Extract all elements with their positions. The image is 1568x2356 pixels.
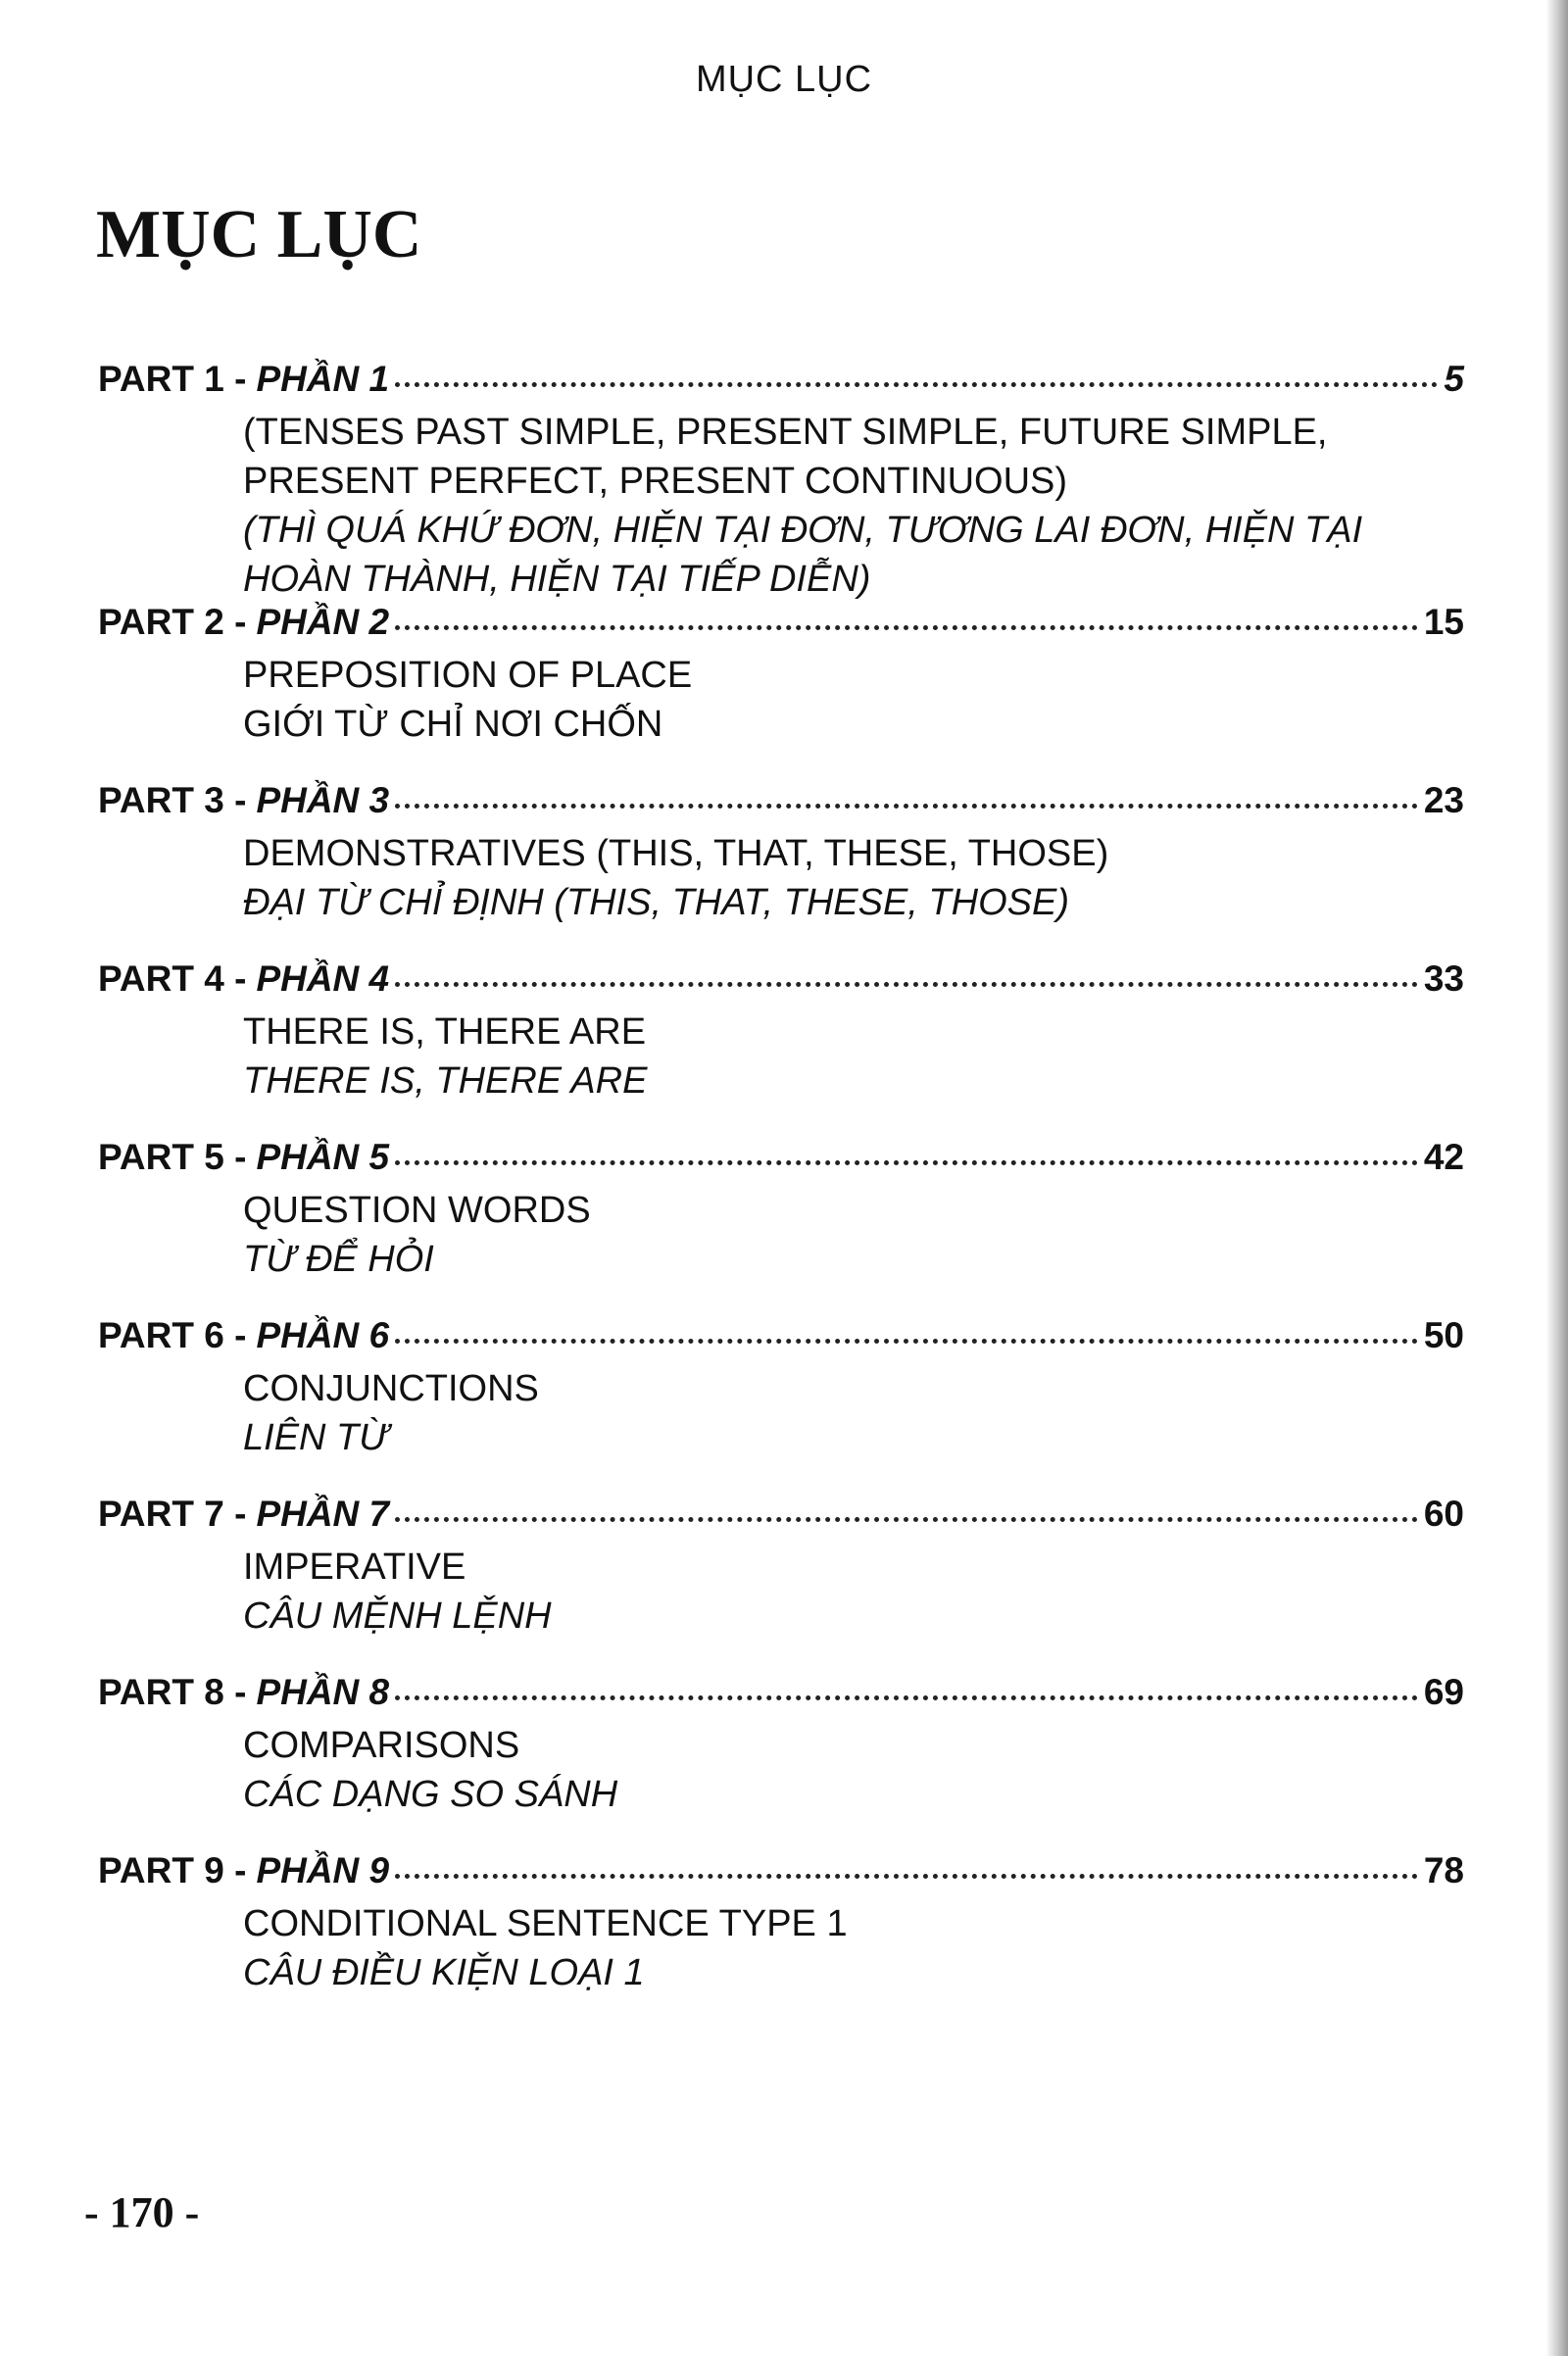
toc-entry [98, 1850, 1464, 2029]
running-header: MỤC LỤC [695, 59, 873, 100]
toc-entry-vietnamese-subtitle: TỪ ĐỂ HỎI [243, 1239, 434, 1280]
toc-entry-subtitle: (TENSES PAST SIMPLE, PRESENT SIMPLE, FUTURE SIMPLE, [243, 412, 1328, 453]
toc-entry-subtitle: THERE IS, THERE ARE [243, 1011, 647, 1053]
part-label: PART 9 - [98, 1850, 247, 1890]
toc-page-number: 5 [1444, 359, 1464, 399]
toc-entry-subtitle: GIỚI TỪ CHỈ NƠI CHỐN [243, 704, 663, 745]
toc-page-number: 23 [1423, 780, 1464, 820]
toc-page-number: 60 [1423, 1494, 1464, 1534]
dot-leader [395, 982, 1418, 987]
page-number: - 170 - [84, 2188, 200, 2236]
toc-entry-subtitle: CONJUNCTIONS [243, 1368, 539, 1409]
part-label: PART 2 - [98, 602, 247, 642]
toc-entry-heading [98, 780, 1464, 829]
toc-page-number: 42 [1423, 1137, 1464, 1177]
toc-page-number: 69 [1423, 1672, 1464, 1712]
toc-entry-heading [98, 1315, 1464, 1364]
part-label: PART 5 - [98, 1137, 247, 1177]
toc-entry-vietnamese-subtitle: THERE IS, THERE ARE [243, 1060, 648, 1102]
toc-entry-subtitle: PREPOSITION OF PLACE [243, 655, 693, 696]
toc-entry-vietnamese-subtitle: ĐẠI TỪ CHỈ ĐỊNH (THIS, THAT, THESE, THOSE) [243, 882, 1069, 923]
toc-entry-heading [98, 359, 1464, 408]
dot-leader [395, 1695, 1418, 1700]
toc-entry [98, 958, 1464, 1137]
table-of-contents [98, 359, 1464, 2029]
phan-label: PHẦN 1 [256, 359, 390, 399]
toc-entry [98, 1137, 1464, 1315]
toc-entry-heading [98, 1672, 1464, 1721]
toc-entry-subtitle: CONDITIONAL SENTENCE TYPE 1 [243, 1903, 848, 1944]
phan-label: PHẦN 2 [256, 602, 390, 642]
toc-entry-heading [98, 602, 1464, 651]
toc-entry [98, 602, 1464, 780]
toc-entry-subtitle: PRESENT PERFECT, PRESENT CONTINUOUS) [243, 461, 1068, 502]
part-label: PART 3 - [98, 780, 247, 820]
part-label: PART 7 - [98, 1494, 247, 1534]
toc-entry [98, 1315, 1464, 1494]
phan-label: PHẦN 6 [256, 1315, 390, 1355]
phan-label: PHẦN 3 [256, 780, 390, 820]
toc-entry-vietnamese-subtitle: CÂU MỆNH LỆNH [243, 1595, 552, 1637]
toc-entry [98, 780, 1464, 958]
toc-entry-vietnamese-subtitle: (THÌ QUÁ KHỨ ĐƠN, HIỆN TẠI ĐƠN, TƯƠNG LAI ĐƠN, HIỆN TẠI [243, 510, 1363, 551]
phan-label: PHẦN 9 [256, 1850, 390, 1890]
part-label: PART 4 - [98, 958, 247, 999]
dot-leader [395, 1339, 1418, 1344]
page-title: MỤC LỤC [96, 197, 422, 272]
dot-leader [395, 1160, 1418, 1165]
toc-entry-subtitle: IMPERATIVE [243, 1546, 466, 1588]
dot-leader [395, 804, 1418, 809]
toc-entry-vietnamese-subtitle: HOÀN THÀNH, HIỆN TẠI TIẾP DIỄN) [243, 559, 871, 600]
dot-leader [395, 382, 1438, 387]
toc-entry [98, 1672, 1464, 1850]
part-label: PART 1 - [98, 359, 247, 399]
toc-entry-vietnamese-subtitle: CÁC DẠNG SO SÁNH [243, 1774, 618, 1815]
toc-entry-heading [98, 958, 1464, 1007]
toc-entry-heading [98, 1494, 1464, 1543]
toc-entry [98, 1494, 1464, 1672]
dot-leader [395, 1874, 1418, 1879]
phan-label: PHẦN 8 [256, 1672, 390, 1712]
toc-page-number: 78 [1423, 1850, 1464, 1890]
toc-entry-vietnamese-subtitle: CÂU ĐIỀU KIỆN LOẠI 1 [243, 1952, 645, 1993]
dot-leader [395, 1517, 1418, 1522]
part-label: PART 6 - [98, 1315, 247, 1355]
phan-label: PHẦN 5 [256, 1137, 390, 1177]
phan-label: PHẦN 7 [256, 1494, 390, 1534]
phan-label: PHẦN 4 [256, 958, 390, 999]
toc-entry-heading [98, 1850, 1464, 1899]
page-binding-edge [1546, 0, 1568, 2356]
toc-entry [98, 359, 1464, 602]
toc-entry-subtitle: QUESTION WORDS [243, 1190, 591, 1231]
toc-page-number: 50 [1423, 1315, 1464, 1355]
part-label: PART 8 - [98, 1672, 247, 1712]
toc-entry-subtitle: COMPARISONS [243, 1725, 520, 1766]
toc-entry-vietnamese-subtitle: LIÊN TỪ [243, 1417, 389, 1458]
toc-entry-heading [98, 1137, 1464, 1186]
toc-page-number: 15 [1423, 602, 1464, 642]
toc-entry-subtitle: DEMONSTRATIVES (THIS, THAT, THESE, THOSE) [243, 833, 1109, 874]
dot-leader [395, 625, 1418, 630]
toc-page-number: 33 [1423, 958, 1464, 999]
